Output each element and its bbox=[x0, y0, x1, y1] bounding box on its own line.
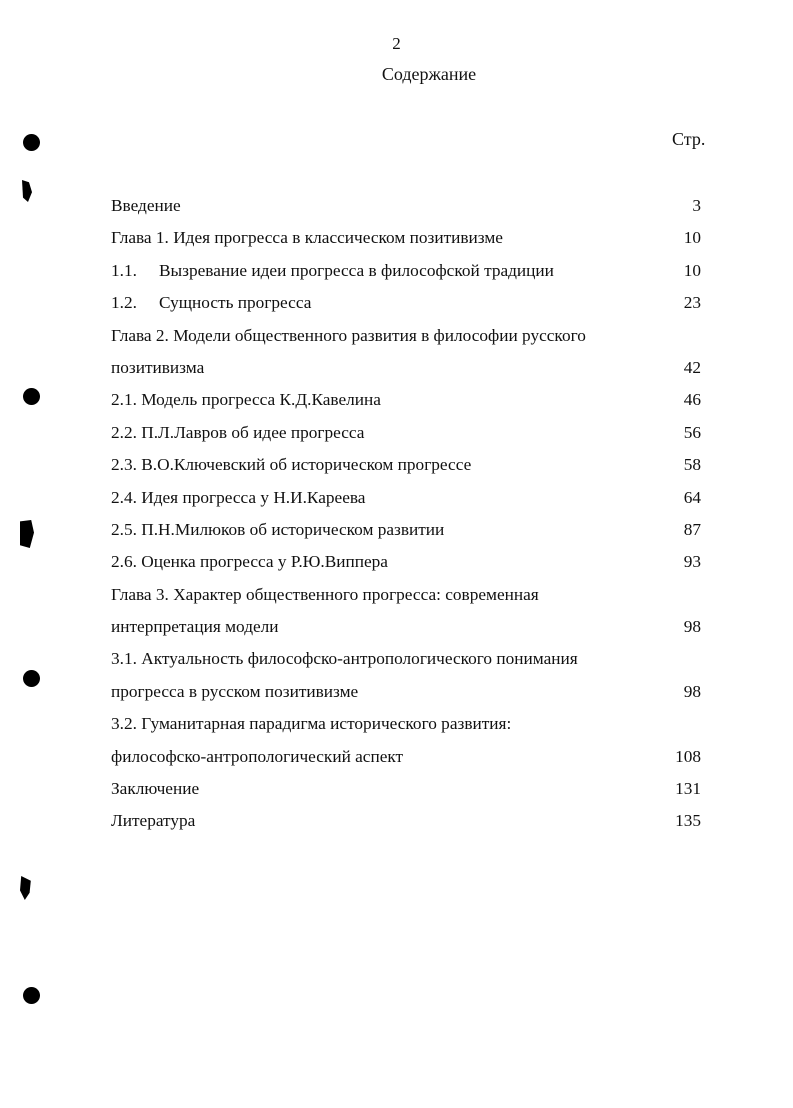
toc-page: 42 bbox=[683, 357, 701, 377]
toc-label: Введение bbox=[111, 196, 181, 215]
toc-page: 98 bbox=[683, 617, 701, 637]
toc-page: 10 bbox=[683, 228, 701, 248]
toc-page: 87 bbox=[683, 519, 701, 539]
toc-label: 2.1. Модель прогресса К.Д.Кавелина bbox=[111, 390, 381, 410]
toc-label: Глава 2. Модели общественного развития в философии русского bbox=[111, 325, 586, 345]
toc-page: 93 bbox=[683, 552, 701, 572]
toc-row bbox=[111, 482, 701, 514]
toc-label: Глава 1. Идея прогресса в классическом позитивизме bbox=[111, 228, 503, 248]
toc-row bbox=[111, 773, 701, 805]
toc-label-text: Вызревание идеи прогресса в философской традиции bbox=[159, 260, 554, 280]
toc-row bbox=[111, 384, 701, 416]
toc-label: 2.5. П.Н.Милюков об историческом развитии bbox=[111, 519, 445, 539]
toc-row bbox=[111, 222, 701, 254]
toc-row bbox=[111, 514, 701, 546]
page-title: Содержание bbox=[381, 64, 477, 84]
scan-mark bbox=[22, 180, 32, 202]
toc-label bbox=[111, 255, 641, 287]
toc-page: 23 bbox=[683, 293, 701, 313]
toc-page: 46 bbox=[683, 390, 701, 410]
toc-label: 2.6. Оценка прогресса у Р.Ю.Виппера bbox=[111, 552, 388, 572]
toc-row bbox=[111, 741, 701, 773]
toc-row bbox=[111, 676, 701, 708]
punch-hole bbox=[23, 987, 40, 1004]
toc-index: 1.1. bbox=[111, 260, 137, 280]
toc-label: 2.4. Идея прогресса у Н.И.Кареева bbox=[111, 487, 366, 507]
toc-label: Литература bbox=[111, 811, 196, 831]
toc-row bbox=[111, 643, 701, 675]
toc-row bbox=[111, 417, 701, 449]
toc-page bbox=[641, 708, 701, 740]
toc-label: 2.3. В.О.Ключевский об историческом прогрессе bbox=[111, 455, 472, 475]
toc-page bbox=[641, 643, 701, 675]
page-number: 2 bbox=[392, 34, 401, 53]
toc-page: 56 bbox=[683, 422, 701, 442]
toc-page: 10 bbox=[683, 260, 701, 280]
toc-row bbox=[111, 805, 701, 837]
page-column-header: Стр. bbox=[672, 129, 706, 149]
toc-label bbox=[111, 287, 641, 319]
punch-hole bbox=[23, 134, 40, 151]
toc-page bbox=[641, 579, 701, 611]
toc-label: интерпретация модели bbox=[111, 617, 279, 637]
toc-row bbox=[111, 287, 701, 319]
toc-row bbox=[111, 708, 701, 740]
table-of-contents bbox=[111, 190, 701, 838]
toc-label: 2.2. П.Л.Лавров об идее прогресса bbox=[111, 422, 365, 442]
toc-row bbox=[111, 320, 701, 352]
toc-label: Заключение bbox=[111, 779, 200, 799]
toc-row bbox=[111, 449, 701, 481]
toc-row bbox=[111, 579, 701, 611]
toc-row bbox=[111, 352, 701, 384]
toc-label: позитивизма bbox=[111, 357, 205, 377]
punch-hole bbox=[23, 670, 40, 687]
toc-label-text: Сущность прогресса bbox=[159, 293, 312, 313]
punch-hole bbox=[23, 388, 40, 405]
scan-mark bbox=[20, 876, 32, 900]
toc-label: 3.2. Гуманитарная парадигма исторического развития: bbox=[111, 714, 512, 734]
scan-mark bbox=[20, 520, 34, 548]
toc-row bbox=[111, 546, 701, 578]
toc-label: философско-антропологический аспект bbox=[111, 746, 404, 766]
toc-page: 64 bbox=[683, 487, 701, 507]
toc-row bbox=[111, 190, 701, 222]
toc-row bbox=[111, 255, 701, 287]
toc-row bbox=[111, 611, 701, 643]
toc-label: 3.1. Актуальность философско-антропологического понимания bbox=[111, 649, 578, 669]
toc-page: 135 bbox=[675, 811, 701, 831]
toc-page: 131 bbox=[675, 779, 701, 799]
toc-label: Глава 3. Характер общественного прогресса: современная bbox=[111, 584, 539, 604]
toc-page: 98 bbox=[683, 681, 701, 701]
toc-page: 108 bbox=[675, 746, 701, 766]
toc-label: прогресса в русском позитивизме bbox=[111, 681, 359, 701]
toc-page bbox=[641, 320, 701, 352]
toc-page: 3 bbox=[692, 196, 701, 215]
toc-index: 1.2. bbox=[111, 293, 137, 313]
toc-page: 58 bbox=[683, 455, 701, 475]
